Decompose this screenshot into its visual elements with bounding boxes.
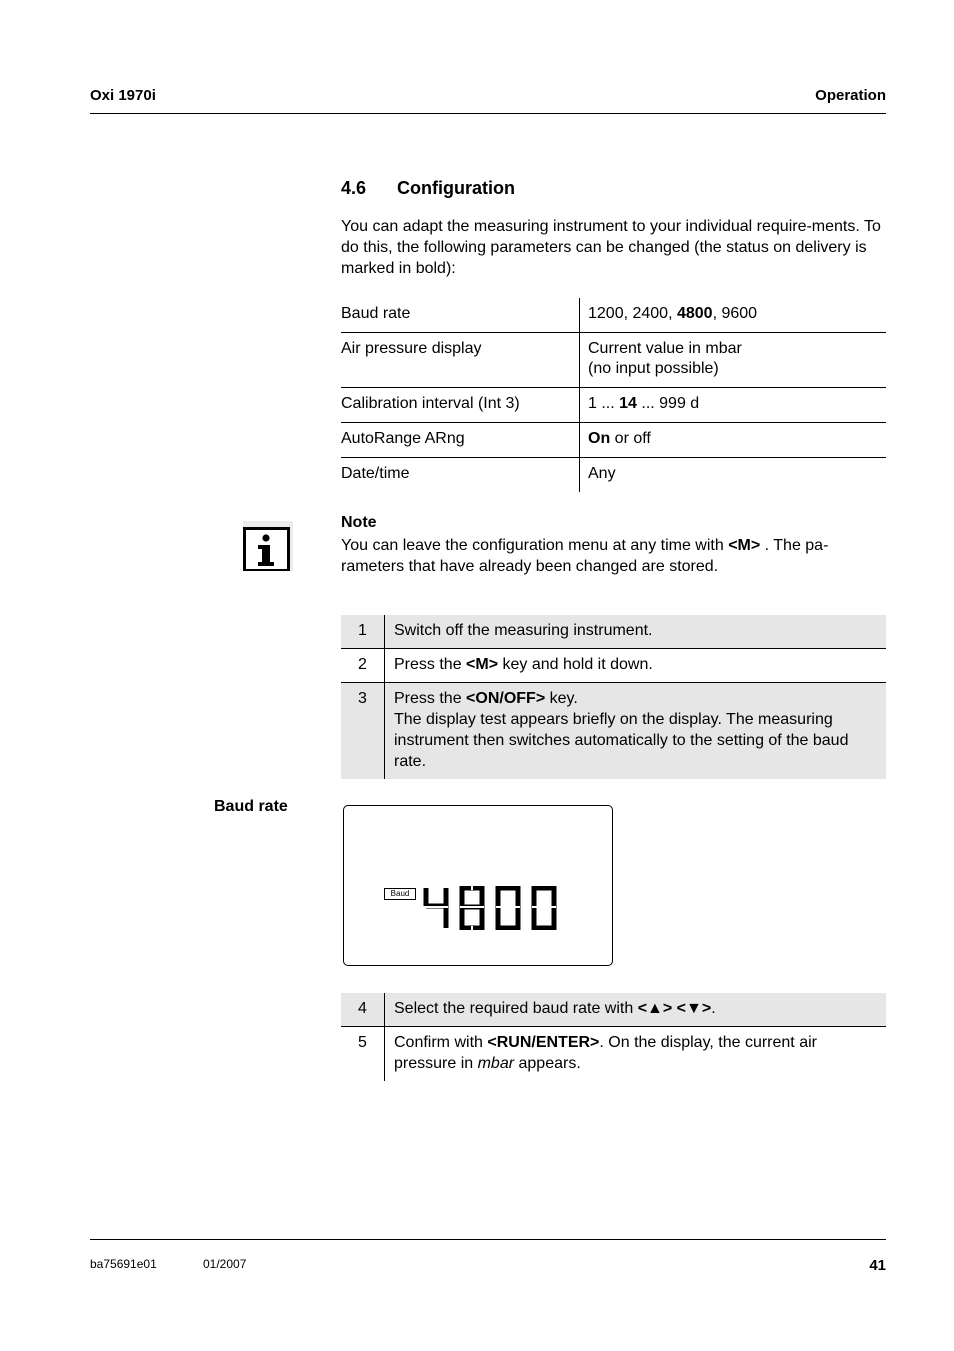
note-text: You can leave the configuration menu at any time with <M> . The pa-rameters that have already been changed are stored. bbox=[341, 537, 829, 575]
step-text: Press the <ON/OFF> key. The display test appears briefly on the display. The measuring instrument then switches automatically to the setting of the baud rate. bbox=[385, 683, 887, 780]
section-title: Configuration bbox=[397, 178, 515, 198]
lcd-display bbox=[343, 805, 613, 966]
footer-rule bbox=[90, 1239, 886, 1240]
step-number: 1 bbox=[341, 615, 385, 649]
param-name: AutoRange ARng bbox=[341, 423, 580, 458]
param-name: Calibration interval (Int 3) bbox=[341, 388, 580, 423]
param-value: 1 ... 14 ... 999 d bbox=[580, 388, 887, 423]
step-text: Select the required baud rate with <▲> <▼>. bbox=[385, 993, 887, 1027]
param-row-baud bbox=[341, 298, 886, 333]
section-number: 4.6 bbox=[341, 178, 367, 198]
header-chapter: Operation bbox=[815, 87, 886, 104]
step-text: Press the <M> key and hold it down. bbox=[385, 649, 887, 683]
baud-indicator: Baud bbox=[384, 888, 416, 900]
param-value: Any bbox=[580, 458, 887, 493]
step-number: 4 bbox=[341, 993, 385, 1027]
step-number: 5 bbox=[341, 1027, 385, 1082]
lcd-digits bbox=[422, 886, 562, 930]
param-value: Current value in mbar (no input possible) bbox=[580, 333, 887, 388]
param-row-air-pressure bbox=[341, 333, 886, 388]
page-number: 41 bbox=[869, 1257, 886, 1274]
param-value: On or off bbox=[580, 423, 887, 458]
intro-paragraph: You can adapt the measuring instrument to your individual require-ments. To do this, the following parameters can be changed (the status on delivery is marked in bold): bbox=[341, 218, 881, 277]
header-rule bbox=[90, 113, 886, 114]
param-name: Baud rate bbox=[341, 298, 580, 333]
footer-date: 01/2007 bbox=[203, 1257, 247, 1271]
param-name: Air pressure display bbox=[341, 333, 580, 388]
param-value: 1200, 2400, 4800, 9600 bbox=[588, 305, 758, 322]
step-row bbox=[341, 615, 886, 649]
baud-rate-label: Baud rate bbox=[214, 798, 288, 815]
step-text: Switch off the measuring instrument. bbox=[385, 615, 887, 649]
step-number: 2 bbox=[341, 649, 385, 683]
step-number: 3 bbox=[341, 683, 385, 780]
step-row bbox=[341, 1027, 886, 1082]
param-name: Date/time bbox=[341, 458, 580, 493]
param-row-calibration bbox=[341, 388, 886, 423]
step-row bbox=[341, 649, 886, 683]
step-text: Confirm with <RUN/ENTER>. On the display, the current air pressure in mbar appears. bbox=[385, 1027, 887, 1082]
info-icon bbox=[243, 521, 293, 571]
steps-table-2 bbox=[341, 993, 886, 1081]
steps-table-1 bbox=[341, 615, 886, 779]
header-product: Oxi 1970i bbox=[90, 87, 156, 104]
footer-doc-id: ba75691e01 bbox=[90, 1257, 157, 1271]
step-row bbox=[341, 993, 886, 1027]
step-row bbox=[341, 683, 886, 780]
param-row-datetime bbox=[341, 458, 886, 493]
param-row-autorange bbox=[341, 423, 886, 458]
note-title: Note bbox=[341, 514, 377, 531]
parameter-table bbox=[341, 298, 886, 492]
